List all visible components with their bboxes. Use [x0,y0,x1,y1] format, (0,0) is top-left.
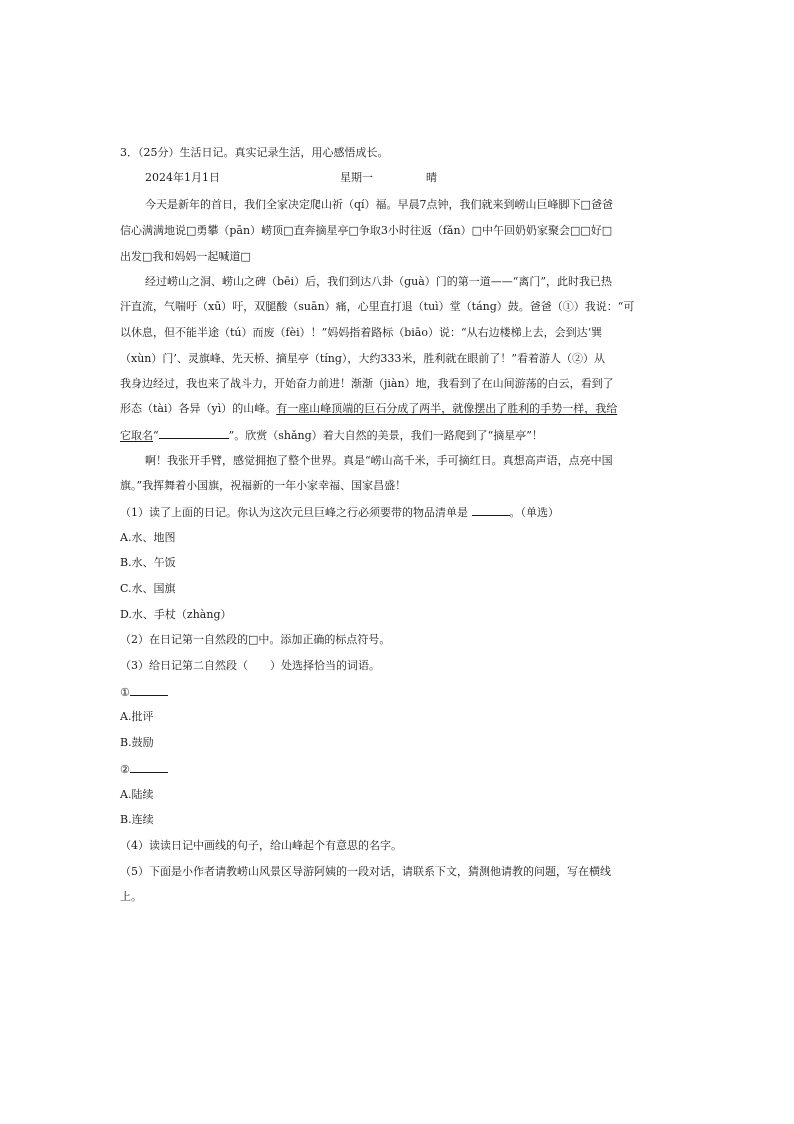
paragraph2-line3: 以休息，但不能半途（tú）而废（fèi）！”妈妈指着路标（biāo）说：“从右边楼梯上去，会到达‘巽 [120,326,603,339]
paragraph1-line1: 今天是新年的首日，我们全家决定爬山祈（qí）福。早晨7点钟，我们就来到崂山巨峰脚下□爸爸 [145,198,613,211]
question-header: 3．（25分）生活日记。真实记录生活，用心感悟成长。 [120,146,389,159]
paragraph2-line6-text: 形态（tài）各异（yì）的山峰。 [120,402,277,415]
paragraph1-line2: 信心满满地说□勇攀（pān）崂顶□直奔摘星亭□争取3小时往返（fǎn）□中午回奶奶家聚会□□好□ [120,224,613,237]
sub3-blank1-line[interactable] [130,685,168,696]
sub3-blank1-option-b[interactable]: B.鼓励 [120,736,154,749]
sub1-option-c[interactable]: C.水、国旗 [120,582,176,595]
sub1-prompt-suffix: 。（单选） [509,506,559,519]
sub3-blank2-label: ② [120,763,130,776]
sub2-prompt: （2）在日记第一自然段的□中。添加正确的标点符号。 [120,633,391,646]
diary-date: 2024年1月1日 [145,171,220,184]
paragraph2-line1: 经过崂山之洞、崂山之碑（bēi）后，我们到达八卦（guà）门的第一道——“离门”，此时我已热 [145,275,612,288]
paragraph2-line6 [120,402,617,416]
diary-weekday: 星期一 [340,171,373,184]
sub3-blank2-option-a[interactable]: A.陆续 [120,788,154,801]
sub3-blank1 [120,685,168,700]
paragraph2-line5: 我身边经过，我也来了战斗力，开始奋力前进！渐渐（jiàn）地，我看到了在山间游荡的白云，看到了 [120,377,614,390]
sub3-blank1-label: ① [120,686,130,699]
paragraph2-line7 [120,428,543,443]
paragraph2-line4: （xùn）门’、灵旗峰、先天桥、摘星亭（tíng），大约333米，胜利就在眼前了！”看着游人（②）从 [120,352,606,365]
sub3-blank2-option-b[interactable]: B.连续 [120,813,154,826]
sub1-prompt-text: （1）读了上面的日记。你认为这次元旦巨峰之行必须要带的物品清单是 [120,506,468,519]
paragraph2-line2: 汗直流，气喘吁（xū）吁，双腿酸（suān）痛，心里直打退（tuì）堂（táng）鼓。爸爸（①）我说：“可 [120,300,635,313]
sub4-prompt: （4）读读日记中画线的句子，给山峰起个有意思的名字。 [120,839,402,852]
sub3-prompt: （3）给日记第二自然段（ ）处选择恰当的词语。 [120,659,380,672]
sub1-option-d[interactable]: D.水、手杖（zhàng） [120,608,232,621]
paragraph3-line1: 啊！我张开手臂，感觉拥抱了整个世界。真是“崂山高千米，手可摘红日。真想高声语，点亮中国 [145,454,613,467]
paragraph3-line2: 旗。”我挥舞着小国旗，祝福新的一年小家幸福、国家昌盛！ [120,479,407,492]
sub3-blank1-option-a[interactable]: A.批评 [120,710,154,723]
sub1-prompt [120,505,559,520]
mountain-name-blank[interactable] [159,428,229,439]
sub5-prompt-line2: 上。 [120,890,142,903]
sub5-prompt-line1: （5）下面是小作者请教崂山风景区导游阿姨的一段对话，请联系下文，猜测他请教的问题，写在横线 [120,865,611,878]
sub1-option-b[interactable]: B.水、午饭 [120,556,176,569]
sub3-blank2 [120,762,168,777]
sub1-answer-blank[interactable] [472,505,510,516]
underlined-sentence-a: 有一座山峰顶端的巨石分成了两半，就像摆出了胜利的手势一样，我给 [276,402,618,415]
paragraph2-line7-tail: ”。欣赏（shǎng）着大自然的美景，我们一路爬到了“摘星亭”！ [228,429,543,442]
sub3-blank2-line[interactable] [130,762,168,773]
paragraph1-line3: 出发□我和妈妈一起喊道□ [120,250,251,263]
underlined-sentence-b: 它取名 [120,429,153,442]
sub1-option-a[interactable]: A.水、地图 [120,531,176,544]
diary-weather: 晴 [426,171,437,184]
quote-open: “ [153,429,159,442]
